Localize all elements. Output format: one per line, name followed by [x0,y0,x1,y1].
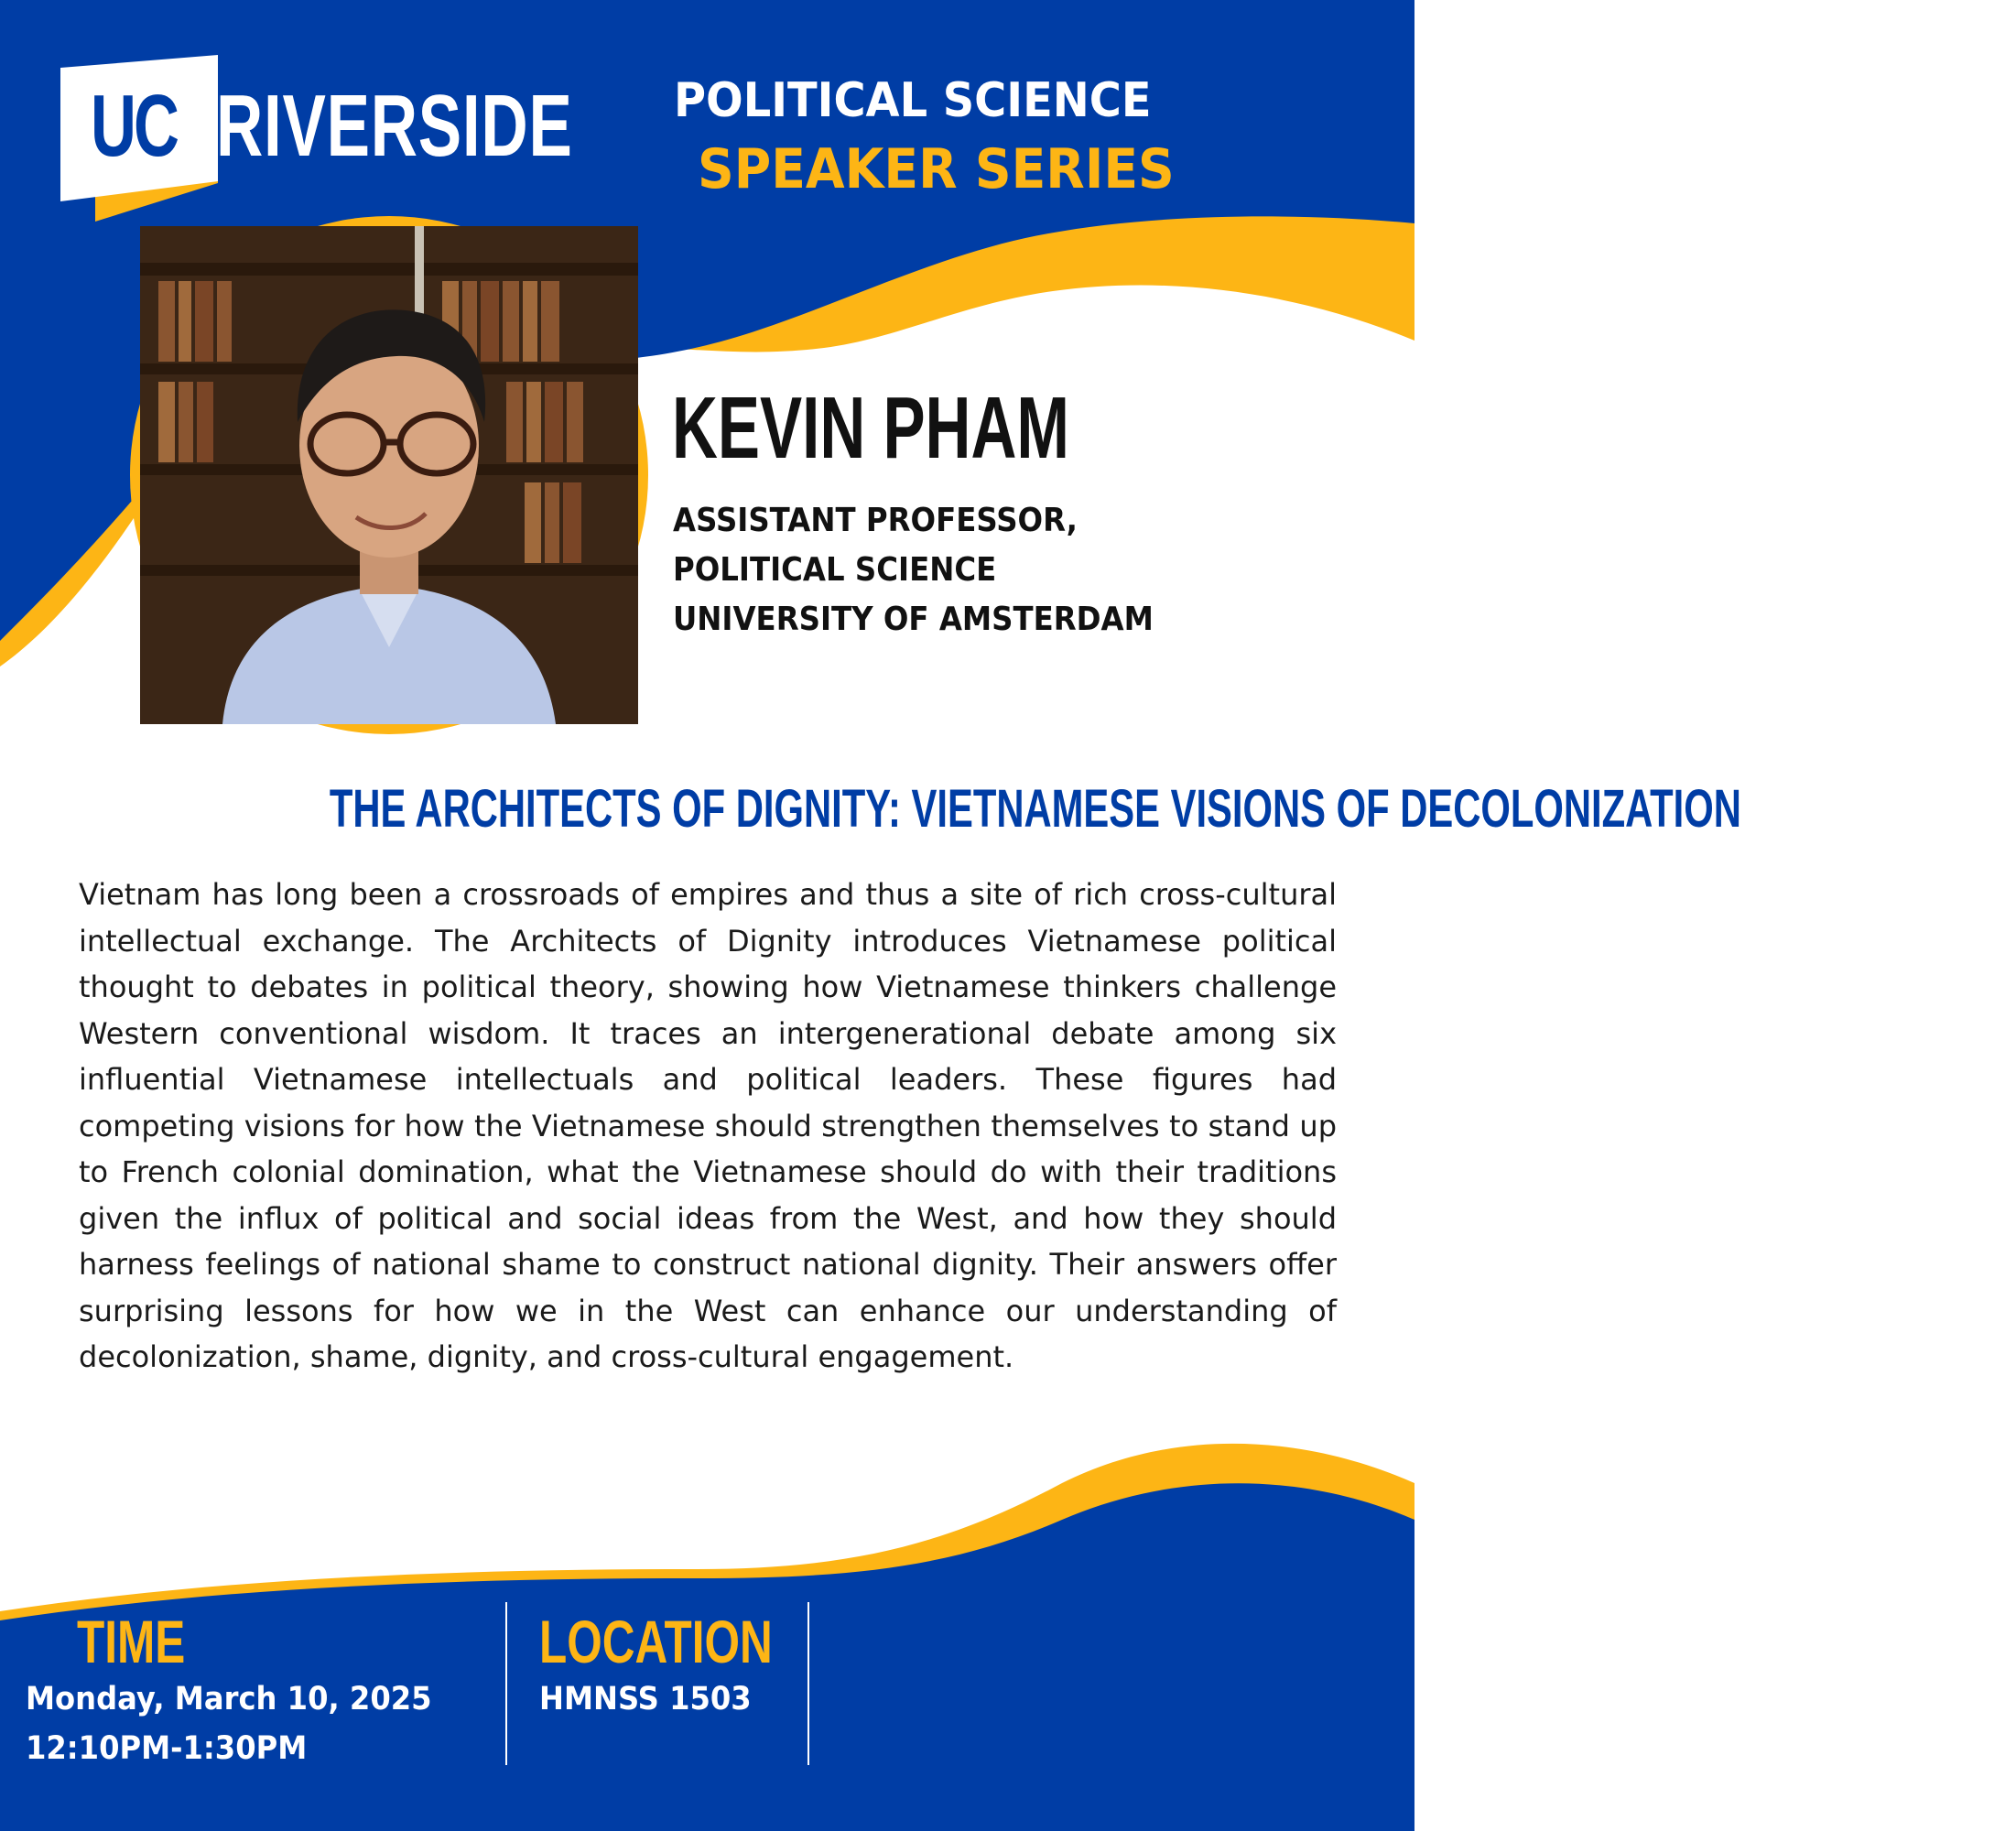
speaker-portrait [130,216,648,734]
series-heading-department: POLITICAL SCIENCE [674,73,1152,128]
uc-riverside-logo [60,55,610,224]
series-heading-title: SPEAKER SERIES [698,137,1175,201]
speaker-title: ASSISTANT PROFESSOR, [673,502,1078,539]
event-location: HMNSS 1503 [539,1681,752,1717]
speaker-institution: UNIVERSITY OF AMSTERDAM [673,601,1154,638]
logo-uc-text: UC [90,77,178,175]
time-label: TIME [77,1608,186,1675]
logo-riverside-text: RIVERSIDE [216,77,573,175]
speaker-name: KEVIN PHAM [672,379,1069,477]
talk-title-text: THE ARCHITECTS OF DIGNITY: VIETNAMESE VISIONS OF DECOLONIZATION [329,779,1741,839]
event-date: Monday, March 10, 2025 [26,1681,432,1717]
event-time-range: 12:10PM-1:30PM [26,1730,308,1767]
talk-abstract: Vietnam has long been a crossroads of empires and thus a site of rich cross-cultural intellectual exchange. The Architects of Dignity introduces Vietnamese political thought to debates in political theory, showing how Vietnamese thinkers challenge Western conventional wisdom. It traces an intergenerational debate among six influential Vietnamese intellectuals and political leaders. These figures had competing visions for how the Vietnamese should strengthen themselves to stand up to French colonial domination, what the Vietnamese should do with their traditions given the influx of political and social ideas from the West, and how they should harness feelings of national shame to construct national dignity. Their answers offer surprising lessons for how we in the West can enhance our understanding of decolonization, shame, dignity, and cross-cultural engagement. [79,877,1337,1374]
location-label: LOCATION [539,1608,773,1675]
details-divider [807,1602,809,1765]
speaker-photo [140,226,638,724]
details-divider [505,1602,507,1765]
speaker-department: POLITICAL SCIENCE [673,551,997,589]
talk-title [55,779,1741,839]
